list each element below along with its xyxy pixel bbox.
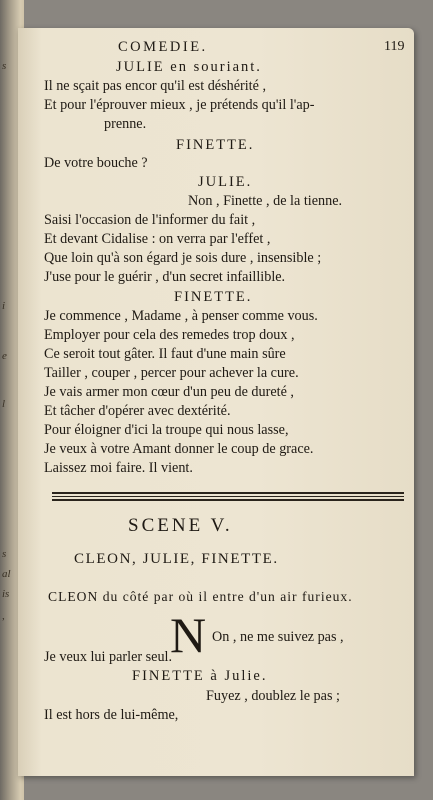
gutter-fragment: al bbox=[2, 568, 11, 580]
gutter-fragment: s bbox=[2, 60, 7, 72]
verse-line: Je veux lui parler seul. bbox=[44, 649, 173, 665]
scene-characters: CLEON, JULIE, FINETTE. bbox=[74, 551, 279, 567]
gutter-fragment: , bbox=[2, 610, 5, 622]
verse-line: De votre bouche ? bbox=[44, 155, 148, 171]
scene-divider-rule bbox=[52, 496, 404, 497]
speaker-cleon: CLEON du côté par où il entre d'un air furieux. bbox=[48, 589, 353, 604]
verse-line: Ce seroit tout gâter. Il faut d'une main sûre bbox=[44, 346, 286, 362]
verse-line: On , ne me suivez pas , bbox=[212, 629, 344, 645]
verse-line: J'use pour le guérir , d'un secret infaillible. bbox=[44, 269, 286, 285]
drop-cap: N bbox=[170, 607, 207, 663]
gutter-fragment: is bbox=[2, 588, 10, 600]
verse-line: Fuyez , doublez le pas ; bbox=[206, 688, 340, 704]
verse-line: Et pour l'éprouver mieux , je prétends qu'il l'ap- bbox=[44, 97, 315, 113]
speaker-finette: FINETTE. bbox=[174, 289, 253, 305]
gutter-fragment: l bbox=[2, 398, 6, 410]
scene-heading: SCENE V. bbox=[128, 515, 233, 536]
speaker-julie: JULIE en souriant. bbox=[116, 59, 262, 75]
gutter-fragment: i bbox=[2, 300, 6, 312]
page-number: 119 bbox=[384, 39, 405, 54]
scene-divider-rule bbox=[52, 492, 404, 494]
speaker-finette: FINETTE. bbox=[176, 137, 255, 153]
speaker-finette: FINETTE à Julie. bbox=[132, 668, 268, 684]
verse-line: Et tâcher d'opérer avec dextérité. bbox=[44, 403, 231, 419]
verse-line: prenne. bbox=[104, 116, 147, 132]
running-header: COMEDIE. bbox=[118, 39, 208, 55]
verse-line: Laissez moi faire. Il vient. bbox=[44, 460, 193, 476]
verse-line: Il ne sçait pas encor qu'il est déshérité , bbox=[44, 78, 266, 94]
gutter-fragment: e bbox=[2, 350, 7, 362]
verse-line: Tailler , couper , percer pour achever la cure. bbox=[44, 365, 299, 381]
verse-line: Je commence , Madame , à penser comme vous. bbox=[44, 308, 318, 324]
gutter-fragment: s bbox=[2, 548, 7, 560]
verse-line: Non , Finette , de la tienne. bbox=[188, 193, 343, 209]
verse-line: Que loin qu'à son égard je sois dure , insensible ; bbox=[44, 250, 322, 266]
speaker-julie: JULIE. bbox=[198, 174, 253, 190]
verse-line: Je vais armer mon cœur d'un peu de dureté , bbox=[44, 384, 294, 400]
verse-line: Et devant Cidalise : on verra par l'effet , bbox=[44, 231, 271, 247]
verse-line: Il est hors de lui-même, bbox=[44, 707, 179, 723]
verse-line: Employer pour cela des remedes trop doux , bbox=[44, 327, 295, 343]
verse-line: Saisi l'occasion de l'informer du fait , bbox=[44, 212, 256, 228]
verse-line: Je veux à votre Amant donner le coup de grace. bbox=[44, 441, 314, 457]
verse-line: Pour éloigner d'ici la troupe qui nous lasse, bbox=[44, 422, 289, 438]
scene-divider-rule bbox=[52, 499, 404, 501]
